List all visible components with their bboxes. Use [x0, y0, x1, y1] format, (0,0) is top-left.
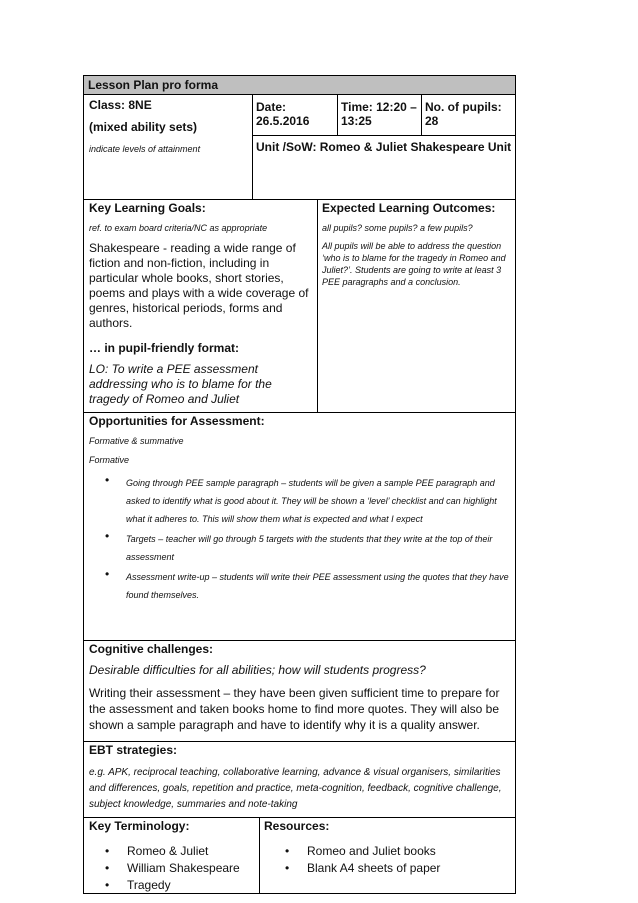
resources-cell: [264, 818, 514, 877]
class-subtitle: (mixed ability sets): [89, 120, 198, 134]
term: Tragedy: [127, 878, 171, 892]
date-label: Date:: [256, 100, 287, 114]
expected-heading: Expected Learning Outcomes:: [322, 201, 496, 215]
unit-cell: [256, 140, 514, 154]
date-value: 26.5.2016: [256, 114, 310, 128]
list-item: • Romeo & Juliet: [105, 844, 209, 858]
list-item: • Going through PEE sample paragraph – students will be given a sample PEE paragraph and asked to identify what is good about it. They will be shown a ‘level’ checklist and can highlight what it adheres to. This will show them what is expected and what I expect: [105, 473, 497, 524]
time-label: Time: 12:20 –: [341, 100, 417, 114]
terminology-heading: Key Terminology:: [89, 819, 190, 833]
term: Romeo & Juliet: [127, 844, 209, 858]
resources-list: [264, 843, 514, 877]
term: William Shakespeare: [127, 861, 240, 875]
list-item: • Romeo and Juliet books: [285, 844, 436, 858]
assessment-type: Formative & summative: [89, 436, 184, 446]
assessment-item: Going through PEE sample paragraph – students will be given a sample PEE paragraph and asked to identify what is good about it. They will be shown a ‘level’ checklist and can highlight what it adheres to. This will show them what is expected and what I expect: [126, 478, 497, 524]
date-cell: [256, 100, 336, 128]
learning-objective: LO: To write a PEE assessment addressing who is to blame for the tragedy of Romeo and Juliet: [89, 362, 272, 406]
list-item: • Assessment write-up – students will write their PEE assessment using the quotes that they have found themselves.: [105, 567, 509, 600]
key-learning-cell: [89, 200, 313, 407]
key-learning-note: ref. to exam board criteria/NC as appropriate: [89, 223, 268, 233]
terminology-list: [89, 843, 257, 894]
assessment-list: [89, 473, 513, 603]
expected-body: All pupils will be able to address the question ‘who is to blame for the tragedy in Romeo and Juliet?’. Students are going to write at least 3 PEE paragraphs and a conclusion.: [322, 241, 506, 287]
assessment-heading: Opportunities for Assessment:: [89, 414, 265, 428]
resources-heading: Resources:: [264, 819, 330, 833]
ebt-body: e.g. APK, reciprocal teaching, collaborative learning, advance & visual organisers, similarities and differences, goals, repetition and practice, meta-cognition, feedback, cognitive challenge, subject knowledge, summaries and note-taking: [89, 767, 502, 810]
terminology-resources-row: [83, 818, 516, 894]
list-item: • Targets – teacher will go through 5 targets with the students that they write at the top of their assessment: [105, 529, 493, 562]
assessment-item: Assessment write-up – students will write their PEE assessment using the quotes that they have found themselves.: [126, 572, 509, 600]
key-learning-heading: Key Learning Goals:: [89, 201, 206, 215]
form-title-bar: [83, 75, 516, 95]
expected-outcomes-cell: [322, 200, 512, 288]
terminology-cell: [89, 818, 257, 894]
pupils-cell: [425, 100, 515, 128]
list-item: • Blank A4 sheets of paper: [285, 861, 441, 875]
form-title: Lesson Plan pro forma: [88, 78, 219, 92]
unit-label: Unit /SoW: Romeo & Juliet Shakespeare Unit: [256, 140, 512, 154]
class-label: Class: 8NE: [89, 98, 152, 112]
learning-goals-row: [83, 200, 516, 413]
class-note: indicate levels of attainment: [89, 144, 201, 154]
key-learning-body: Shakespeare - reading a wide range of fiction and non-fiction, including in particular whole books, short stories, poems and plays with a wide coverage of genres, historical periods, forms and authors.: [89, 241, 309, 330]
pupil-friendly-heading: … in pupil-friendly format:: [89, 341, 239, 355]
cognitive-heading: Cognitive challenges:: [89, 642, 214, 656]
assessment-formative: Formative: [89, 455, 130, 465]
list-item: • William Shakespeare: [105, 861, 240, 875]
assessment-row: [83, 413, 516, 641]
ebt-row: [83, 742, 516, 818]
assessment-item: Targets – teacher will go through 5 targets with the students that they write at the top of their assessment: [126, 534, 493, 562]
time-cell: [341, 100, 421, 128]
cognitive-body: Writing their assessment – they have been given sufficient time to prepare for the assessment and taken books home to find more quotes. They will also be shown a sample paragraph and have to identify why it is a quality answer.: [89, 686, 500, 732]
class-cell: [89, 98, 249, 155]
class-info-row: [83, 95, 516, 200]
pupils-value: 28: [425, 114, 439, 128]
list-item: • Tragedy: [105, 878, 171, 892]
cognitive-prompt: Desirable difficulties for all abilities; how will students progress?: [89, 663, 426, 677]
resource: Romeo and Juliet books: [307, 844, 436, 858]
cognitive-row: [83, 641, 516, 742]
time-value: 13:25: [341, 114, 372, 128]
pupils-label: No. of pupils:: [425, 100, 502, 114]
expected-note: all pupils? some pupils? a few pupils?: [322, 223, 473, 233]
ebt-heading: EBT strategies:: [89, 743, 178, 757]
resource: Blank A4 sheets of paper: [307, 861, 441, 875]
